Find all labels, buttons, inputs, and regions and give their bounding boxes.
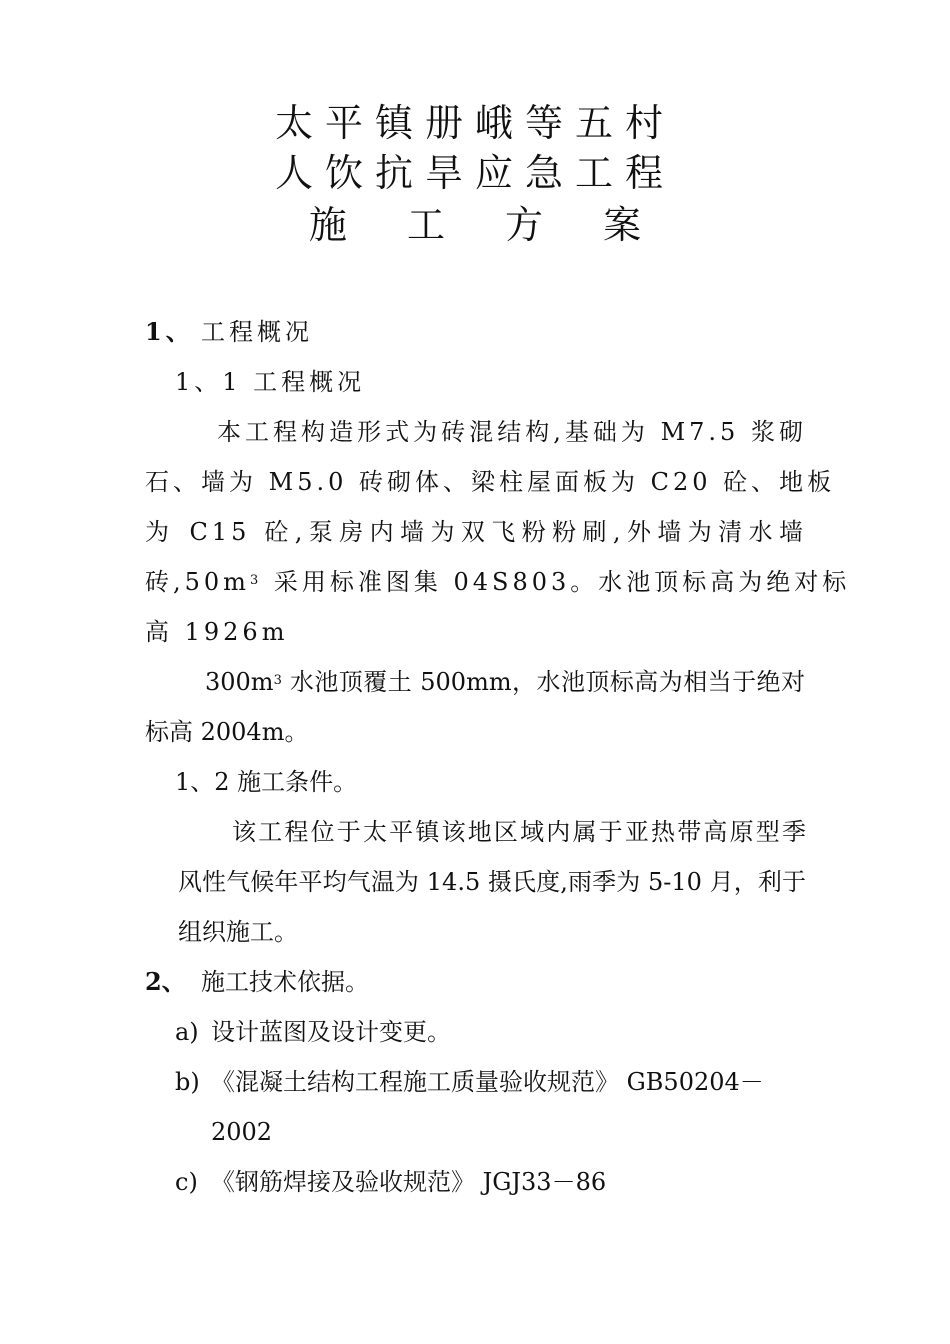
paragraph-line: 石、墙为 M5.0 砖砌体、梁柱屋面板为 C20 砼、地板 [145, 468, 836, 496]
title-char: 工 [406, 203, 445, 247]
title-line-3 [0, 202, 950, 248]
subsection-heading-1-1: 1、1 工程概况 [175, 368, 366, 396]
section-title: 工程概况 [201, 318, 313, 346]
paragraph-line: 该工程位于太平镇该地区域内属于亚热带高原型季 [232, 818, 806, 846]
section-heading-2 [145, 966, 369, 998]
list-text: 《混凝土结构工程施工质量验收规范》 GB50204－ [211, 1068, 764, 1096]
list-text: 《钢筋焊接及验收规范》 JGJ33－86 [211, 1168, 607, 1196]
title-char: 案 [603, 203, 642, 247]
text-run: 水池顶覆土 500mm，水池顶标高为相当于绝对 [281, 668, 805, 696]
text-run: 砖,50m [145, 568, 250, 596]
paragraph-line [145, 566, 851, 598]
paragraph-line: 标高 2004m。 [145, 718, 309, 746]
paragraph-line: 组织施工。 [178, 918, 298, 946]
title-char: 施 [308, 203, 347, 247]
text-run: 300m [205, 668, 274, 696]
title-line-1: 太平镇册峨等五村 [274, 101, 675, 145]
section-number: 2、 [145, 967, 186, 996]
list-item [175, 1066, 764, 1098]
paragraph-line [205, 666, 805, 698]
title-line-2: 人饮抗旱应急工程 [274, 151, 675, 195]
superscript: 3 [249, 573, 263, 588]
title-char: 方 [505, 203, 544, 247]
list-item [175, 1166, 606, 1198]
list-item [175, 1016, 451, 1048]
list-item-continuation: 2002 [211, 1118, 273, 1146]
paragraph-line: 高 1926m [145, 618, 289, 646]
paragraph-line: 风性气候年平均气温为 14.5 摄氏度,雨季为 5-10 月，利于 [178, 868, 806, 896]
text-run: 采用标准图集 04S803。水池顶标高为绝对标 [262, 568, 851, 596]
list-marker: c) [175, 1168, 198, 1196]
section-heading-1 [145, 316, 313, 348]
subsection-heading-1-2: 1、2 施工条件。 [175, 768, 358, 796]
paragraph-line: 为 C15 砼,泵房内墙为双飞粉粉刷,外墙为清水墙 [145, 518, 807, 546]
paragraph-line: 本工程构造形式为砖混结构,基础为 M7.5 浆砌 [217, 418, 807, 446]
section-title: 施工技术依据。 [201, 968, 369, 996]
list-marker: a) [175, 1018, 199, 1046]
list-marker: b) [175, 1068, 200, 1096]
section-number: 1、 [145, 317, 194, 346]
list-text: 设计蓝图及设计变更。 [211, 1018, 451, 1046]
superscript: 3 [273, 673, 282, 688]
